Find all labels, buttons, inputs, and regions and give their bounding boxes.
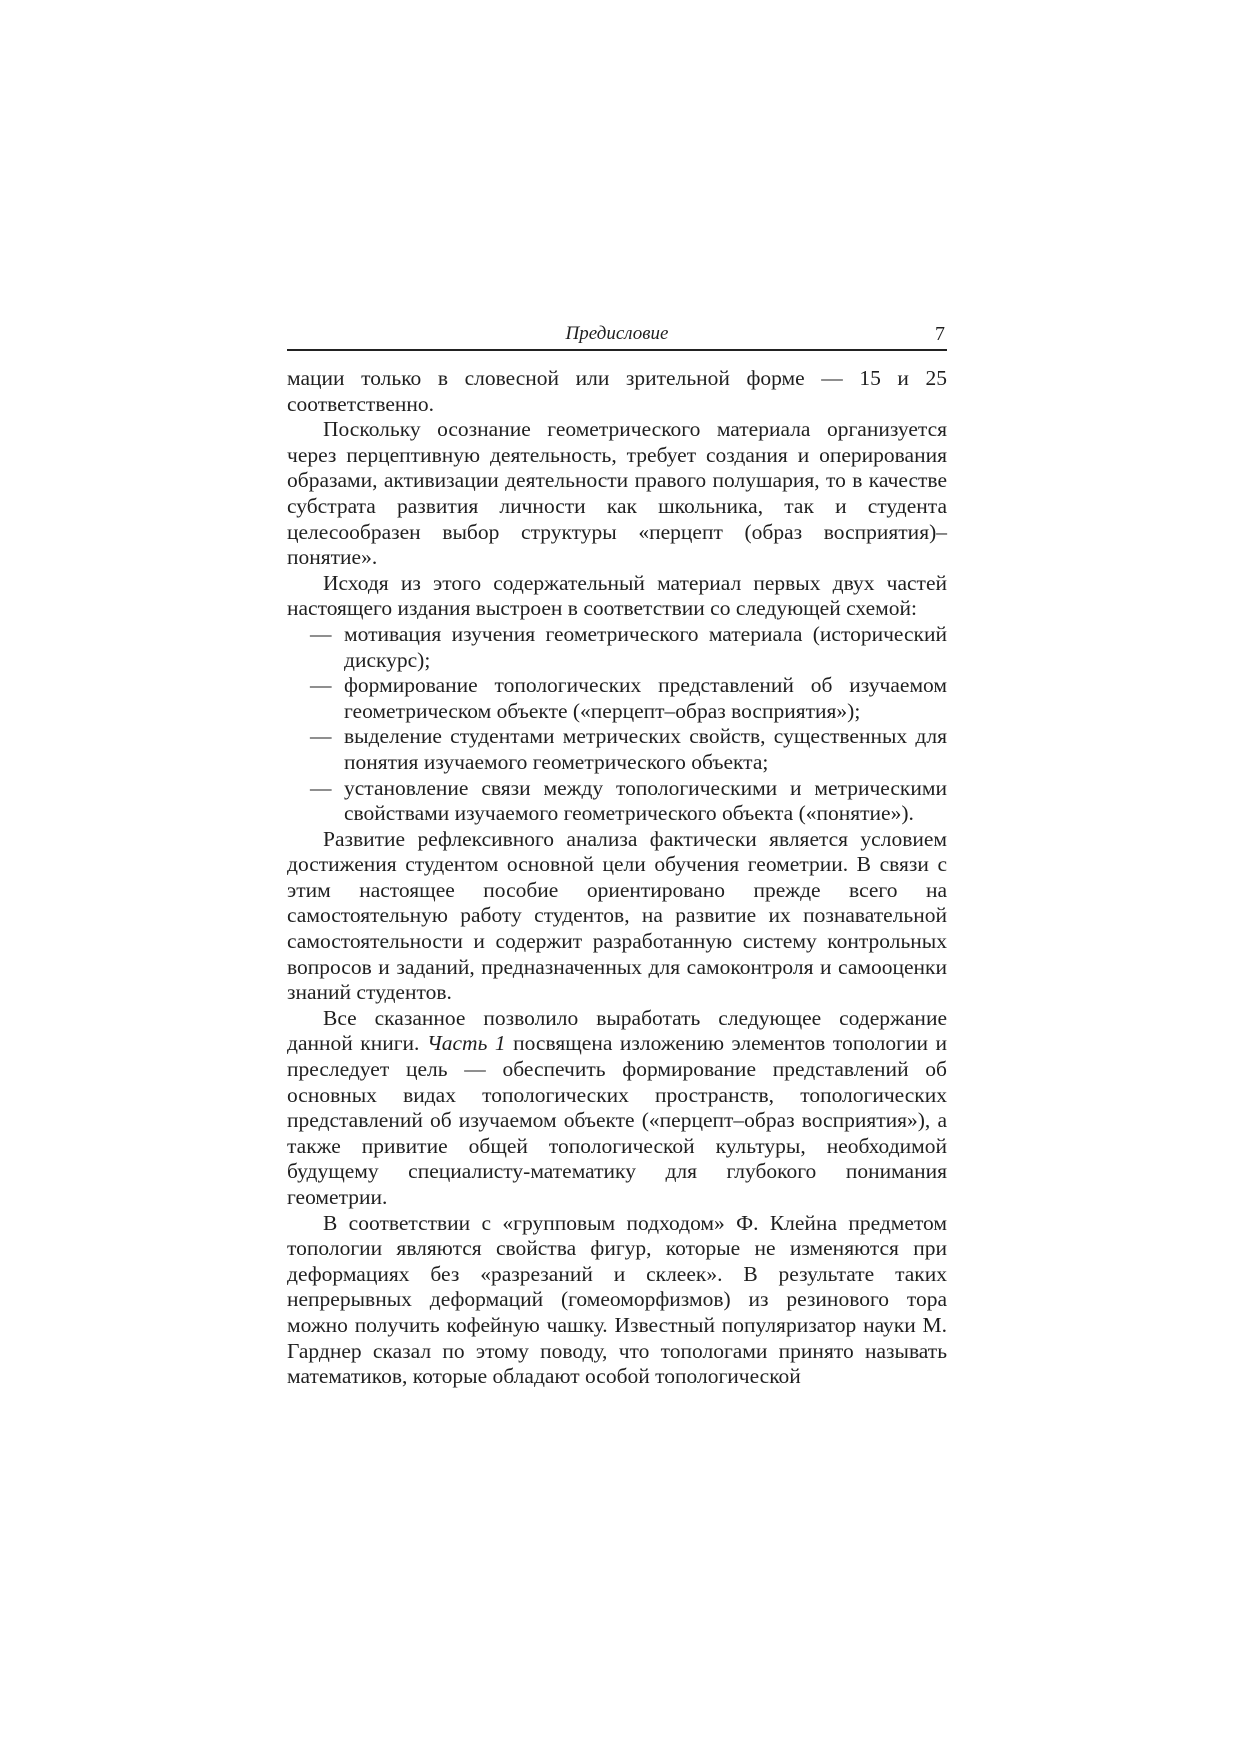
list-item (287, 673, 947, 724)
paragraph-reflexive-analysis: Развитие рефлексивного анализа фактически является условием достижения студентом основной цели обучения геометрии. В связи с этим настоящее пособие ориентировано прежде всего на самостоятельную работу студентов, на развитие их познавательной самостоятельности и содержит разработанную систему контрольных вопросов и заданий, предназначенных для самоконтроля и самооценки знаний студентов. (287, 826, 947, 1005)
dash-bullet: — (310, 621, 332, 646)
part-reference: Часть 1 (426, 1031, 506, 1056)
page-number: 7 (935, 323, 945, 345)
paragraph-scheme-intro: Исходя из этого содержательный материал первых двух частей настоящего издания выстроен в соответствии со следующей схемой: (287, 570, 947, 621)
paragraph-topology-definition: В соответствии с «групповым подходом» Ф. Клейна предметом топологии являются свойства фигур, которые не изменяются при деформациях без «разрезаний и склеек». В результате таких непрерывных деформаций (гомеоморфизмов) из резинового тора можно получить кофейную чашку. Известный популяризатор науки М. Гарднер сказал по этому поводу, что топологами принято называть математиков, которые обладают особой топологической (287, 1210, 947, 1389)
dash-bullet: — (310, 673, 332, 698)
list-item (287, 776, 947, 827)
dash-bullet: — (310, 724, 332, 749)
list-item-text: мотивация изучения геометрического материала (исторический дискурс); (344, 621, 947, 672)
list-item (287, 724, 947, 775)
dash-bullet: — (310, 775, 332, 800)
paragraph-continued: мации только в словесной или зрительной форме — 15 и 25 соответственно. (287, 366, 947, 416)
contents-text-start: Все сказанное позволило выработать следующее содержание данной книги. (287, 1005, 947, 1056)
running-title: Предисловие (565, 323, 669, 344)
paragraph-book-contents (287, 1006, 947, 1211)
list-item-text: формирование топологических представлений об изучаемом геометрическом объекте («перцепт–образ восприятия»); (344, 673, 947, 723)
paragraph-perception: Поскольку осознание геометрического материала организуется через перцептивную деятельность, требует создания и оперирования образами, активизации деятельности правого полушария, то в качестве субстрата развития личности как школьника, так и студента целесообразен выбор структуры «перцепт (образ восприятия)–понятие». (287, 417, 947, 570)
list-item-text: выделение студентами метрических свойств, существенных для понятия изучаемого геометрического объекта; (344, 724, 947, 774)
list-item-text: установление связи между топологическими и метрическими свойствами изучаемого геометрического объекта («понятие»). (344, 775, 947, 826)
main-text (287, 366, 947, 1390)
scheme-list (287, 622, 947, 827)
contents-text-end: посвящена изложению элементов топологии и преследует цель — обеспечить формирование представлений об основных видах топологических пространств, топологических представлений об изучаемом объекте («перцепт–образ восприятия»), а также привитие общей топологической культуры, необходимой будущему специалисту-математику для глубокого понимания геометрии. (287, 1031, 947, 1209)
running-head (287, 323, 947, 351)
list-item (287, 622, 947, 673)
